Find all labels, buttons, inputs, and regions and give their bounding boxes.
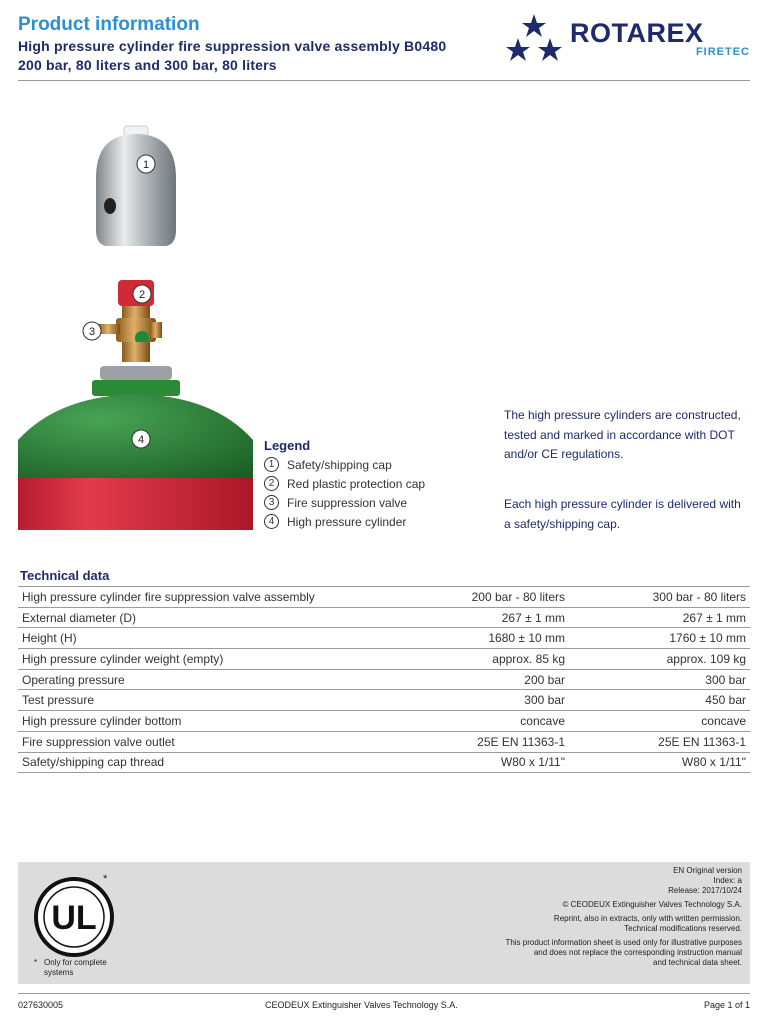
legend-number: 4	[264, 514, 279, 529]
table-row	[18, 607, 750, 628]
table-cell-200bar: 300 bar	[386, 690, 569, 711]
legend-title: Legend	[264, 438, 311, 453]
table-cell-300bar: 267 ± 1 mm	[569, 607, 750, 628]
table-row	[18, 587, 750, 608]
table-cell-200bar: 200 bar - 80 liters	[386, 587, 569, 608]
table-cell-200bar: 25E EN 11363-1	[386, 731, 569, 752]
ul-mark-icon	[33, 876, 117, 960]
table-cell-300bar: 300 bar - 80 liters	[569, 587, 750, 608]
product-variants: 200 bar, 80 liters and 300 bar, 80 liters	[18, 57, 277, 73]
legend-label: High pressure cylinder	[287, 514, 407, 529]
meta-index: Index: a	[713, 876, 742, 885]
table-cell-parameter: Safety/shipping cap thread	[18, 752, 386, 773]
table-row	[18, 628, 750, 649]
table-cell-parameter: Height (H)	[18, 628, 386, 649]
svg-text:UL: UL	[51, 899, 97, 937]
table-cell-200bar: 1680 ± 10 mm	[386, 628, 569, 649]
table-row	[18, 711, 750, 732]
table-cell-200bar: concave	[386, 711, 569, 732]
meta-disclaimer: and technical data sheet.	[653, 958, 742, 967]
legend-label: Red plastic protection cap	[287, 476, 426, 491]
marker-2	[133, 285, 151, 303]
footer-company: CEODEUX Extinguisher Valves Technology S.A.	[265, 1000, 458, 1010]
meta-disclaimer: and does not replace the corresponding instruction manual	[533, 948, 742, 957]
ul-note-line: Only for complete	[44, 958, 107, 967]
page-number: Page 1 of 1	[703, 1000, 750, 1010]
document-number: 027630005	[18, 1000, 64, 1010]
table-cell-200bar: approx. 85 kg	[386, 649, 569, 670]
meta-disclaimer: This product information sheet is used only for illustrative purposes	[505, 938, 742, 947]
ul-asterisk: *	[103, 873, 108, 885]
table-cell-parameter: External diameter (D)	[18, 607, 386, 628]
legend-number: 2	[264, 476, 279, 491]
table-cell-parameter: Operating pressure	[18, 669, 386, 690]
document-meta	[505, 866, 742, 968]
marker-3	[83, 322, 101, 340]
legend-item	[264, 495, 407, 510]
logo-firetec: FIRETEC	[695, 46, 750, 58]
table-cell-200bar: 200 bar	[386, 669, 569, 690]
legend-label: Safety/shipping cap	[287, 457, 392, 472]
table-cell-300bar: 450 bar	[569, 690, 750, 711]
technical-data-table	[18, 586, 750, 773]
meta-copyright: © CEODEUX Extinguisher Valves Technology S.A.	[562, 900, 742, 909]
table-cell-parameter: High pressure cylinder weight (empty)	[18, 649, 386, 670]
footer-divider	[18, 993, 750, 994]
table-cell-parameter: Test pressure	[18, 690, 386, 711]
ul-note-asterisk: *	[34, 958, 38, 967]
description-paragraph: The high pressure cylinders are constructed, tested and marked in accordance with DOT and/or CE regulations.	[504, 408, 741, 461]
legend-number: 1	[264, 457, 279, 472]
stars-icon	[504, 12, 570, 62]
legend-item	[264, 476, 425, 491]
legend-item	[264, 514, 406, 529]
ul-note	[44, 958, 107, 978]
table-cell-parameter: High pressure cylinder fire suppression valve assembly	[18, 587, 386, 608]
legend-number: 3	[264, 495, 279, 510]
table-cell-parameter: Fire suppression valve outlet	[18, 731, 386, 752]
table-row	[18, 690, 750, 711]
header-divider	[18, 80, 750, 81]
table-cell-300bar: concave	[569, 711, 750, 732]
meta-modifications: Technical modifications reserved.	[624, 924, 742, 933]
meta-reprint: Reprint, also in extracts, only with written permission.	[553, 914, 742, 923]
marker-4	[132, 430, 150, 448]
table-cell-300bar: approx. 109 kg	[569, 649, 750, 670]
logo-wordmark: ROTAREX	[570, 18, 704, 48]
page-title: Product information	[18, 14, 200, 35]
table-row	[18, 752, 750, 773]
table-cell-300bar: W80 x 1/11"	[569, 752, 750, 773]
rotarex-logo	[504, 12, 754, 62]
table-cell-300bar: 25E EN 11363-1	[569, 731, 750, 752]
table-row	[18, 731, 750, 752]
marker-1	[137, 155, 155, 173]
table-cell-300bar: 1760 ± 10 mm	[569, 628, 750, 649]
product-subtitle: High pressure cylinder fire suppression valve assembly B0480	[18, 38, 447, 54]
table-cell-200bar: W80 x 1/11"	[386, 752, 569, 773]
svg-text:1: 1	[142, 159, 150, 171]
legend-item	[264, 457, 392, 472]
legend-label: Fire suppression valve	[287, 495, 408, 510]
ul-note-line: systems	[44, 968, 74, 977]
table-cell-200bar: 267 ± 1 mm	[386, 607, 569, 628]
table-cell-parameter: High pressure cylinder bottom	[18, 711, 386, 732]
description-paragraph: Each high pressure cylinder is delivered with a safety/shipping cap.	[504, 497, 741, 531]
table-row	[18, 649, 750, 670]
svg-text:2: 2	[138, 289, 146, 301]
table-row	[18, 669, 750, 690]
cylinder-illustration	[18, 118, 253, 530]
table-cell-300bar: 300 bar	[569, 669, 750, 690]
meta-release: Release: 2017/10/24	[668, 886, 742, 895]
svg-text:3: 3	[88, 326, 96, 338]
svg-text:4: 4	[137, 434, 145, 446]
technical-data-title: Technical data	[20, 568, 110, 583]
meta-version: EN Original version	[673, 866, 742, 875]
